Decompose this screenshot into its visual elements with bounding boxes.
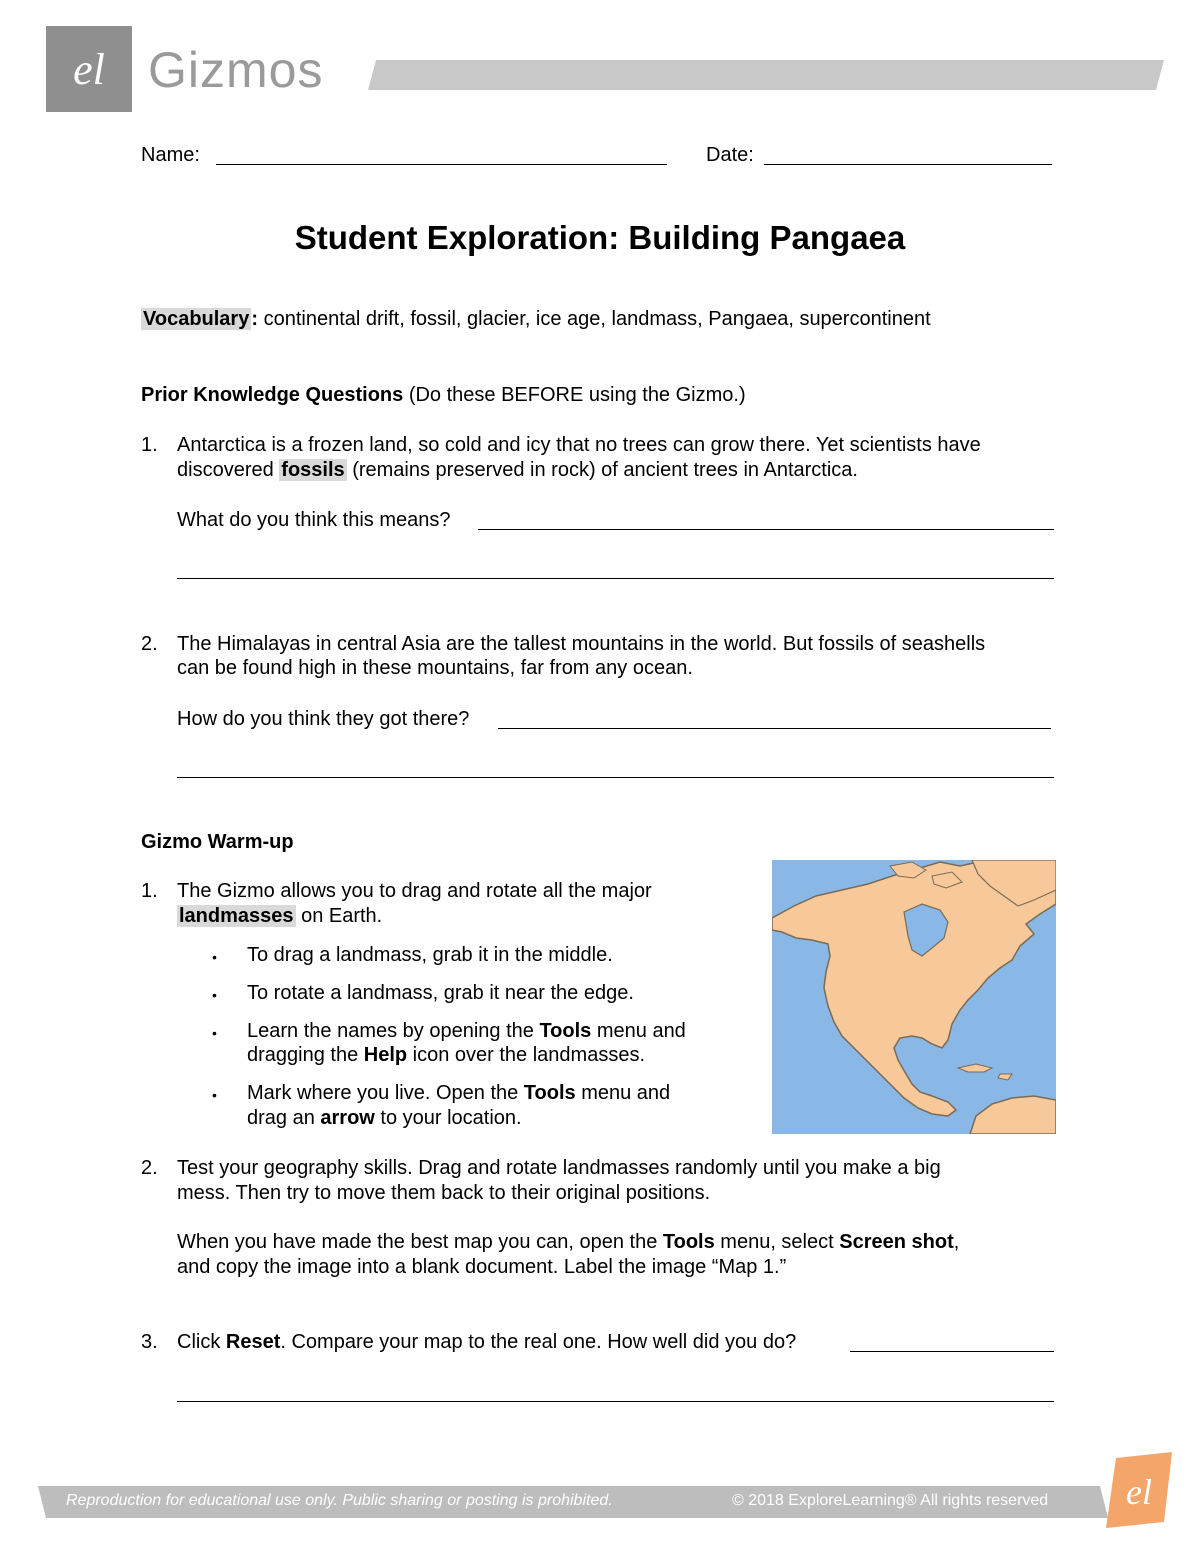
reset-term: Reset [225,1331,281,1353]
footer-copyright: © 2018 ExploreLearning® All rights reserved [732,1492,1049,1509]
w1-line2 [177,904,382,928]
w2-p-a: When you have made the best map you can, open the [177,1231,663,1253]
q1-line2 [177,458,858,482]
prior-note: (Do these BEFORE using the Gizmo.) [408,384,746,406]
date-label: Date: [706,144,754,166]
bullet-dot: • [212,987,217,1003]
bullet-mark [247,1081,670,1105]
brand-name: Gizmos [148,42,324,98]
bullet-drag: To drag a landmass, grab it in the middle. [247,944,613,966]
tools-term: Tools [539,1020,592,1042]
q2-answer-line1[interactable] [498,728,1051,729]
vocabulary-label: Vocabulary [143,308,250,330]
vocabulary-terms: continental drift, fossil, glacier, ice age, landmass, Pangaea, supercontinent [263,308,931,330]
bullet-rotate: To rotate a landmass, grab it near the edge. [247,982,634,1004]
q1-number: 1. [141,434,158,456]
fossils-term: fossils [281,459,345,481]
bullet-dot: • [212,1087,217,1103]
warmup-heading-text: Gizmo Warm-up [141,831,294,853]
q1-line1: Antarctica is a frozen land, so cold and icy that no trees can grow there. Yet scientists have [177,434,981,456]
b3-a: Learn the names by opening the [247,1020,540,1042]
north-america-map [772,860,1056,1134]
w1-number: 1. [141,880,158,902]
b4-c: menu and [575,1082,671,1104]
warmup-heading [141,830,294,854]
w2-line1: Test your geography skills. Drag and rotate landmasses randomly until you make a big [177,1157,941,1179]
q1-answer-line2[interactable] [177,578,1054,579]
b4-a: Mark where you live. Open the [247,1082,524,1104]
q2-answer-line2[interactable] [177,777,1054,778]
bullet-dot: • [212,1025,217,1041]
w1-line2-rest: on Earth. [295,905,383,927]
bullet-names-cont [247,1043,645,1067]
logo-glyph: el [73,45,105,94]
q2-line2: can be found high in these mountains, far from any ocean. [177,657,693,679]
w3-line [177,1330,796,1354]
w2-p-e: , [953,1231,960,1253]
landmasses-term: landmasses [179,905,294,927]
w3-c: . Compare your map to the real one. How well did you do? [280,1331,797,1353]
w2-line2: mess. Then try to move them back to their original positions. [177,1182,711,1204]
w3-a: Click [177,1331,226,1353]
w3-answer-line2[interactable] [177,1401,1054,1402]
screen-shot-term: Screen shot [839,1231,954,1253]
w1-line1: The Gizmo allows you to drag and rotate all the major [177,880,652,902]
q1-text-c: (remains preserved in rock) of ancient trees in Antarctica. [346,459,858,481]
b3-d: dragging the [247,1044,364,1066]
tools-term: Tools [523,1082,576,1104]
prior-heading-text: Prior Knowledge Questions [141,384,404,406]
b3-c: menu and [591,1020,686,1042]
vocabulary-line [141,307,931,331]
header-bar [368,60,1164,90]
w2-p-c: menu, select [714,1231,840,1253]
el-logo-icon [46,26,132,112]
arrow-term: arrow [320,1107,375,1129]
prior-knowledge-heading [141,383,746,407]
explorelearning-logo-icon [1102,1452,1176,1528]
q2-prompt: How do you think they got there? [177,708,470,730]
q1-text-a: discovered [177,459,280,481]
q2-number: 2. [141,633,158,655]
date-field[interactable] [764,164,1052,165]
name-label: Name: [141,144,200,166]
bullet-names [247,1019,686,1043]
help-term: Help [363,1044,408,1066]
b4-f: to your location. [374,1107,522,1129]
footer-logo-glyph: el [1126,1472,1152,1512]
w2-number: 2. [141,1157,158,1179]
vocabulary-colon: : [251,308,259,330]
bullet-dot: • [212,949,217,965]
w3-answer-line1[interactable] [850,1351,1054,1352]
bullet-mark-cont [247,1106,522,1130]
page-title: Student Exploration: Building Pangaea [294,219,906,256]
footer-disclaimer: Reproduction for educational use only. Public sharing or posting is prohibited. [66,1492,613,1509]
b3-f: icon over the landmasses. [407,1044,646,1066]
w3-number: 3. [141,1331,158,1353]
q2-line1: The Himalayas in central Asia are the tallest mountains in the world. But fossils of seashells [177,633,986,655]
b4-d: drag an [247,1107,321,1129]
q1-prompt: What do you think this means? [177,509,451,531]
name-field[interactable] [216,164,667,165]
q1-answer-line1[interactable] [478,529,1054,530]
tools-term: Tools [662,1231,715,1253]
w2-instruction [177,1230,959,1254]
gizmos-logo [46,26,132,112]
w2-instruction-cont: and copy the image into a blank document. Label the image “Map 1.” [177,1256,787,1278]
